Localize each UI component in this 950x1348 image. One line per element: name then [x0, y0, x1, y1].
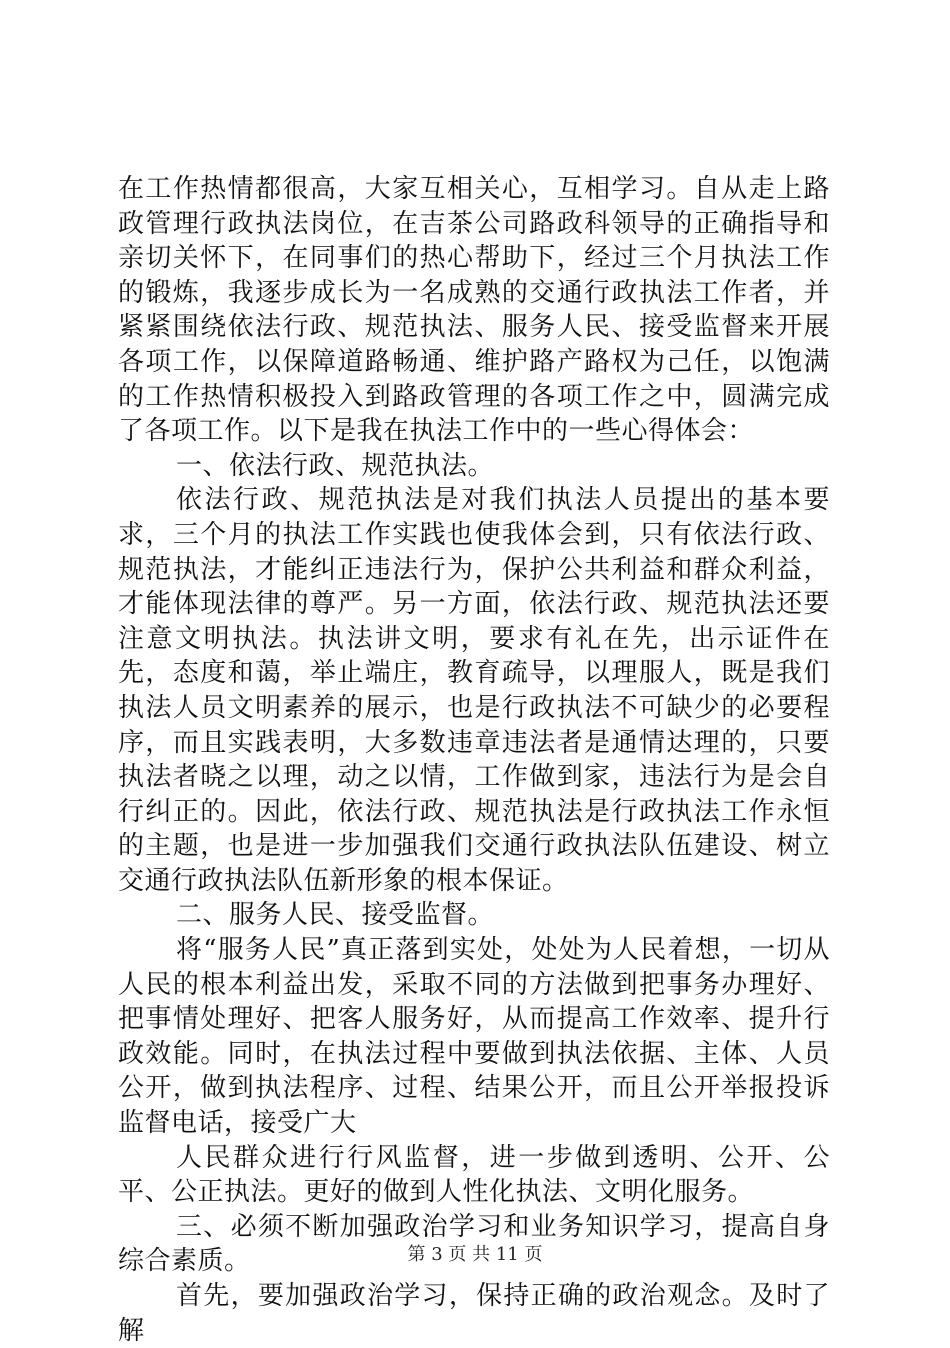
heading-section-2: 二、服务人民、接受监督。 [176, 900, 495, 931]
heading-section-1: 一、依法行政、规范执法。 [176, 450, 495, 481]
page-number-footer: 第 3 页 共 11 页 [407, 1244, 543, 1265]
paragraph-intro: 在工作热情都很高，大家互相关心，互相学习。自从走上路政管理行政执法岗位，在吉茶公司路政科领导的正确指导和亲切关怀下，在同事们的热心帮助下，经过三个月执法工作的锻炼，我逐步成长为一名成熟的交通行政执法工作者，并紧紧围绕依法行政、规范执法、服务人民、接受监督来开展各项工作，以保障道路畅通、维护路产路权为己任，以饱满的工作热情积极投入到路政管理的各项工作之中，圆满完成了各项工作。以下是我在执法工作中的一些心得体会： [118, 174, 830, 447]
paragraph-section-2a: 将“服务人民”真正落到实处，处处为人民着想，一切从人民的根本利益出发，采取不同的方法做到把事务办理好、把事情处理好、把客人服务好，从而提高工作效率、提升行政效能。同时，在执法过程中要做到执法依据、主体、人员公开，做到执法程序、过程、结果公开，而且公开举报投诉监督电话，接受广大 [118, 935, 830, 1139]
paragraph-section-3: 首先，要加强政治学习，保持正确的政治观念。及时了解 [118, 1281, 830, 1346]
document-body [118, 172, 830, 1348]
paragraph-section-1: 依法行政、规范执法是对我们执法人员提出的基本要求，三个月的执法工作实践也使我体会到，只有依法行政、规范执法，才能纠正违法行为，保护公共利益和群众利益，才能体现法律的尊严。另一方面，依法行政、规范执法还要注意文明执法。执法讲文明，要求有礼在先，出示证件在先，态度和蔼，举止端庄，教育疏导，以理服人，既是我们执法人员文明素养的展示，也是行政执法不可缺少的必要程序，而且实践表明，大多数违章违法者是通情达理的，只要执法者晓之以理，动之以情，工作做到家，违法行为是会自行纠正的。因此，依法行政、规范执法是行政执法工作永恒的主题，也是进一步加强我们交通行政执法队伍建设、树立交通行政执法队伍新形象的根本保证。 [118, 485, 830, 896]
heading-section-3: 三、必须不断加强政治学习和业务知识学习，提高自身综合素质。 [118, 1211, 830, 1277]
paragraph-section-2b: 人民群众进行行风监督，进一步做到透明、公开、公平、公正执法。更好的做到人性化执法、文明化服务。 [118, 1142, 830, 1208]
